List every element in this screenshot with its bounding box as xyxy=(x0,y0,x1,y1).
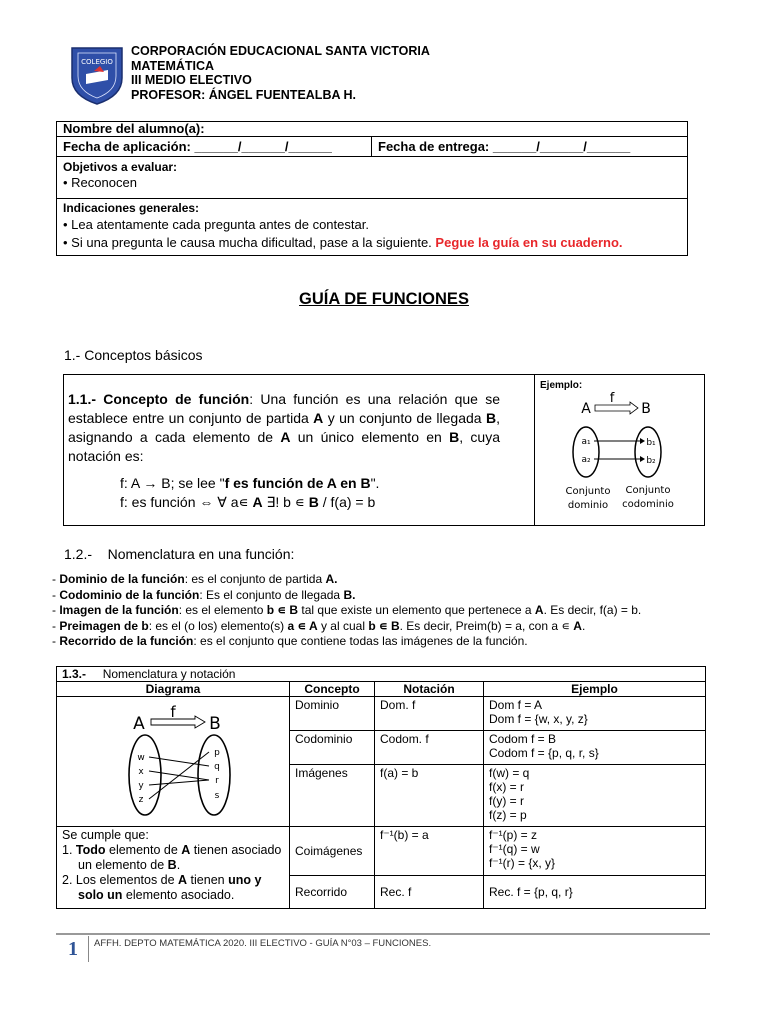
diagram-domain-oval xyxy=(129,735,161,815)
example-domain-oval xyxy=(573,427,599,477)
nom-preimagen-a: A xyxy=(573,618,582,633)
note-2-text: 2. Los elementos de xyxy=(62,873,179,887)
student-info-table xyxy=(56,121,688,256)
nom-preimagen-text-1: : es el (o los) elemento(s) xyxy=(148,618,288,633)
nom-imagen-text-3: . Es decir, f(a) = b. xyxy=(543,603,642,617)
diagram-b: B xyxy=(209,714,221,734)
diagram-cell xyxy=(57,697,290,827)
nom-codominio: - Codominio de la función: Es el conjunto de llegada B. xyxy=(52,587,356,602)
row-coimagenes-example xyxy=(484,827,706,876)
example-a1: a₁ xyxy=(581,437,591,447)
formula-1b: f es función de A en B xyxy=(224,475,371,491)
example-label: Ejemplo: xyxy=(540,380,583,391)
table-caption xyxy=(57,667,706,682)
dom-example-2: Dom f = {w, x, y, z} xyxy=(489,712,588,726)
note-1 xyxy=(62,843,284,858)
row-codominio-example xyxy=(484,730,706,764)
diagram-codomain-oval xyxy=(198,735,230,815)
diagram-a: A xyxy=(133,714,145,734)
nom-preimagen-aa: a ∊ A xyxy=(287,618,318,633)
formula-1c: ". xyxy=(370,475,380,491)
nom-preimagen-bb: b ∊ B xyxy=(368,618,400,633)
header-ejemplo: Ejemplo xyxy=(484,682,706,697)
example-b: B xyxy=(641,401,651,417)
note-cell xyxy=(57,827,290,909)
example-cod-label-1: Conjunto xyxy=(625,485,671,496)
indications-cell xyxy=(57,199,688,256)
formula-line-2 xyxy=(120,494,375,511)
example-diagram xyxy=(534,388,702,520)
note-1-end: . xyxy=(176,858,181,872)
section-1-2-number: 1.2.- xyxy=(64,546,93,562)
note-1-num: 1. xyxy=(62,843,76,857)
note-1-set-a: A xyxy=(181,843,191,857)
row-imagenes-notation: f(a) = b xyxy=(375,764,484,826)
concept-set-b-2: B xyxy=(449,429,460,445)
nom-imagen-text-1: : es el elemento xyxy=(178,603,267,617)
note-1-bold: Todo xyxy=(75,843,106,857)
row-recorrido-concept: Recorrido xyxy=(290,876,375,909)
nom-dominio-text: : es el conjunto de partida xyxy=(184,572,326,586)
nom-codominio-set: B. xyxy=(343,587,356,602)
header-notacion: Notación xyxy=(375,682,484,697)
concept-text-3: , asignando a cada elemento de xyxy=(68,410,500,445)
diagram-q: q xyxy=(214,762,220,772)
section-1-heading: 1.- Conceptos básicos xyxy=(64,347,203,363)
example-dom-label-1: Conjunto xyxy=(565,486,611,497)
concept-set-a-2: A xyxy=(280,429,291,445)
note-1-cont xyxy=(62,858,284,873)
indications-label: Indicaciones generales: xyxy=(63,201,200,215)
img-example-4: f(z) = p xyxy=(489,807,527,822)
formula-2c: / f(a) = b xyxy=(318,494,376,510)
row-dominio-notation: Dom. f xyxy=(375,697,484,731)
objectives-label: Objetivos a evaluar: xyxy=(63,160,178,174)
note-1-text-3: un elemento de xyxy=(78,858,168,872)
concept-text-1: : Una función es una relación que se establece entre un conjunto de partida xyxy=(68,391,501,426)
objective-item: • Reconocen xyxy=(63,175,137,190)
example-a: A xyxy=(581,401,591,417)
note-2-bold-2: solo un xyxy=(78,888,123,902)
nom-codominio-term: Codominio de la función xyxy=(59,587,200,602)
note-2-cont xyxy=(62,888,284,903)
header-line-2: MATEMÁTICA xyxy=(131,58,215,73)
diagram-s: s xyxy=(214,791,220,801)
objectives-cell xyxy=(57,157,688,199)
diagram-p: p xyxy=(214,748,220,758)
indication-2-text: • Si una pregunta le causa mucha dificultad, pase a la siguiente. xyxy=(63,235,432,250)
nom-imagen: - Imagen de la función: es el elemento b ∊ B tal que existe un elemento que pertenece a A. Es decir, f(a) = b. xyxy=(52,603,642,617)
header-line-1: CORPORACIÓN EDUCACIONAL SANTA VICTORIA xyxy=(131,44,430,58)
formula-line-1 xyxy=(120,475,379,491)
diagram-w: w xyxy=(137,753,145,763)
nom-preimagen-term: Preimagen de b xyxy=(59,618,149,633)
row-imagenes-concept: Imágenes xyxy=(290,764,375,826)
table-caption-number: 1.3.- xyxy=(62,667,87,681)
note-2-text-2: tienen xyxy=(187,873,229,887)
row-recorrido-example: Rec. f = {p, q, r} xyxy=(484,876,706,909)
nom-imagen-a: A xyxy=(534,603,544,617)
cod-example-1: Codom f = B xyxy=(489,731,557,746)
note-2-set-a: A xyxy=(178,873,188,887)
note-2-text-3: elemento asociado. xyxy=(122,888,235,902)
logo-text: COLEGIO xyxy=(81,58,113,66)
nom-preimagen-text-3: . Es decir, Preim(b) = a, con a ∊ xyxy=(399,618,574,633)
row-imagenes-example xyxy=(484,764,706,826)
nomenclature-list xyxy=(52,572,641,650)
formula-2a: f: es función ⇔ ∀ a∊ xyxy=(120,494,253,510)
concept-text-4: un único elemento en xyxy=(290,429,450,445)
diagram-f: f xyxy=(170,703,176,721)
coi-example-3: f⁻¹(r) = {x, y} xyxy=(489,856,556,870)
indication-2-red: Pegue la guía en su cuaderno. xyxy=(435,235,623,250)
school-header xyxy=(131,44,430,102)
nom-dominio-term: Dominio de la función xyxy=(59,572,185,586)
section-1-2-heading xyxy=(64,546,294,562)
nom-preimagen-text-4: . xyxy=(581,618,586,633)
nom-dominio-set: A. xyxy=(325,572,338,586)
diagram-r: r xyxy=(215,776,219,786)
note-2-bold: uno y xyxy=(228,873,262,887)
header-concepto: Concepto xyxy=(290,682,375,697)
concept-text-2: y un conjunto de llegada xyxy=(323,410,486,426)
row-codominio-concept: Codominio xyxy=(290,730,375,764)
header-line-4: PROFESOR: ÁNGEL FUENTEALBA H. xyxy=(131,87,357,102)
application-date-field[interactable]: Fecha de aplicación: ______/______/______ xyxy=(57,137,372,157)
nom-imagen-bb: b ∊ B xyxy=(266,603,299,617)
row-dominio-example xyxy=(484,697,706,731)
example-f: f xyxy=(609,391,615,406)
formula-set-b: B xyxy=(308,494,319,510)
img-example-1: f(w) = q xyxy=(489,765,530,780)
nom-recorrido-term: Recorrido de la función xyxy=(59,634,194,648)
example-codomain-oval xyxy=(635,427,661,477)
page-title: GUÍA DE FUNCIONES xyxy=(299,290,469,308)
nom-recorrido-text: : es el conjunto que contiene todas las imágenes de la función. xyxy=(193,634,528,648)
nom-preimagen-text-2: y al cual xyxy=(317,618,369,633)
row-recorrido-notation: Rec. f xyxy=(375,876,484,909)
nom-preimagen: - Preimagen de b: es el (o los) elemento(s) a ∊ A y al cual b ∊ B. Es decir, Preim(b) = a, con a ∊ A. xyxy=(52,618,586,633)
nom-recorrido: - Recorrido de la función: es el conjunto que contiene todas las imágenes de la función. xyxy=(52,634,528,648)
formula-1a: f: A → B; se lee " xyxy=(120,475,225,491)
formula-2b: ∃! b ∊ xyxy=(262,494,309,510)
diagram-z: z xyxy=(138,795,144,805)
table-caption-text: Nomenclatura y notación xyxy=(102,667,236,681)
example-b2: b₂ xyxy=(646,456,656,466)
notation-table xyxy=(56,666,706,909)
concept-number: 1.1.- xyxy=(68,391,97,407)
diagram-map-y xyxy=(149,780,209,785)
footer-text: AFFH. DEPTO MATEMÁTICA 2020. III ELECTIVO - GUÍA N°03 – FUNCIONES. xyxy=(94,938,432,949)
example-a2: a₂ xyxy=(581,455,591,465)
concept-set-a: A xyxy=(313,410,324,426)
example-b1: b₁ xyxy=(646,438,656,448)
note-1-text: elemento de xyxy=(105,843,182,857)
formula-set-a: A xyxy=(252,494,263,510)
note-1-text-2: tienen asociado xyxy=(190,843,282,857)
cod-example-2: Codom f = {p, q, r, s} xyxy=(489,745,599,760)
header-diagrama: Diagrama xyxy=(57,682,290,697)
indication-2 xyxy=(63,235,681,250)
concept-text-5: , cuya notación es: xyxy=(68,429,500,464)
due-date-field[interactable]: Fecha de entrega: ______/______/______ xyxy=(372,137,688,157)
row-dominio-concept: Dominio xyxy=(290,697,375,731)
section-1-2-title: Nomenclatura en una función xyxy=(107,546,291,562)
indication-1: • Lea atentamente cada pregunta antes de contestar. xyxy=(63,217,369,232)
concept-paragraph xyxy=(68,390,500,466)
dom-example-1: Dom f = A xyxy=(489,698,543,712)
concept-lead: Concepto de función xyxy=(103,391,250,407)
row-codominio-notation: Codom. f xyxy=(375,730,484,764)
example-cod-label-2: codominio xyxy=(622,499,674,510)
diagram-x: x xyxy=(138,767,144,777)
school-logo xyxy=(66,44,128,106)
header-line-3: III MEDIO ELECTIVO xyxy=(131,73,252,87)
student-name-label: Nombre del alumno(a): xyxy=(57,122,688,137)
row-coimagenes-notation: f⁻¹(b) = a xyxy=(375,827,484,876)
nom-imagen-term: Imagen de la función xyxy=(59,603,179,617)
page-number: 1 xyxy=(68,938,78,960)
nom-imagen-text-2: tal que existe un elemento que pertenece a xyxy=(298,603,535,617)
note-2 xyxy=(62,873,284,888)
row-coimagenes-concept: Coimágenes xyxy=(290,827,375,876)
coi-example-2: f⁻¹(q) = w xyxy=(489,842,540,856)
example-dom-label-2: dominio xyxy=(567,500,609,511)
img-example-3: f(y) = r xyxy=(489,793,524,808)
section-1-2-colon: : xyxy=(290,546,295,562)
nom-codominio-text: : Es el conjunto de llegada xyxy=(199,587,344,602)
concept-set-b: B xyxy=(485,410,497,426)
coi-example-1: f⁻¹(p) = z xyxy=(489,828,538,842)
diagram-y: y xyxy=(138,781,144,791)
note-1-set-b: B xyxy=(167,858,177,872)
img-example-2: f(x) = r xyxy=(489,779,524,794)
note-intro: Se cumple que: xyxy=(62,828,149,842)
mapping-diagram xyxy=(57,697,279,823)
nom-dominio: - Dominio de la función: es el conjunto de partida A. xyxy=(52,572,338,586)
